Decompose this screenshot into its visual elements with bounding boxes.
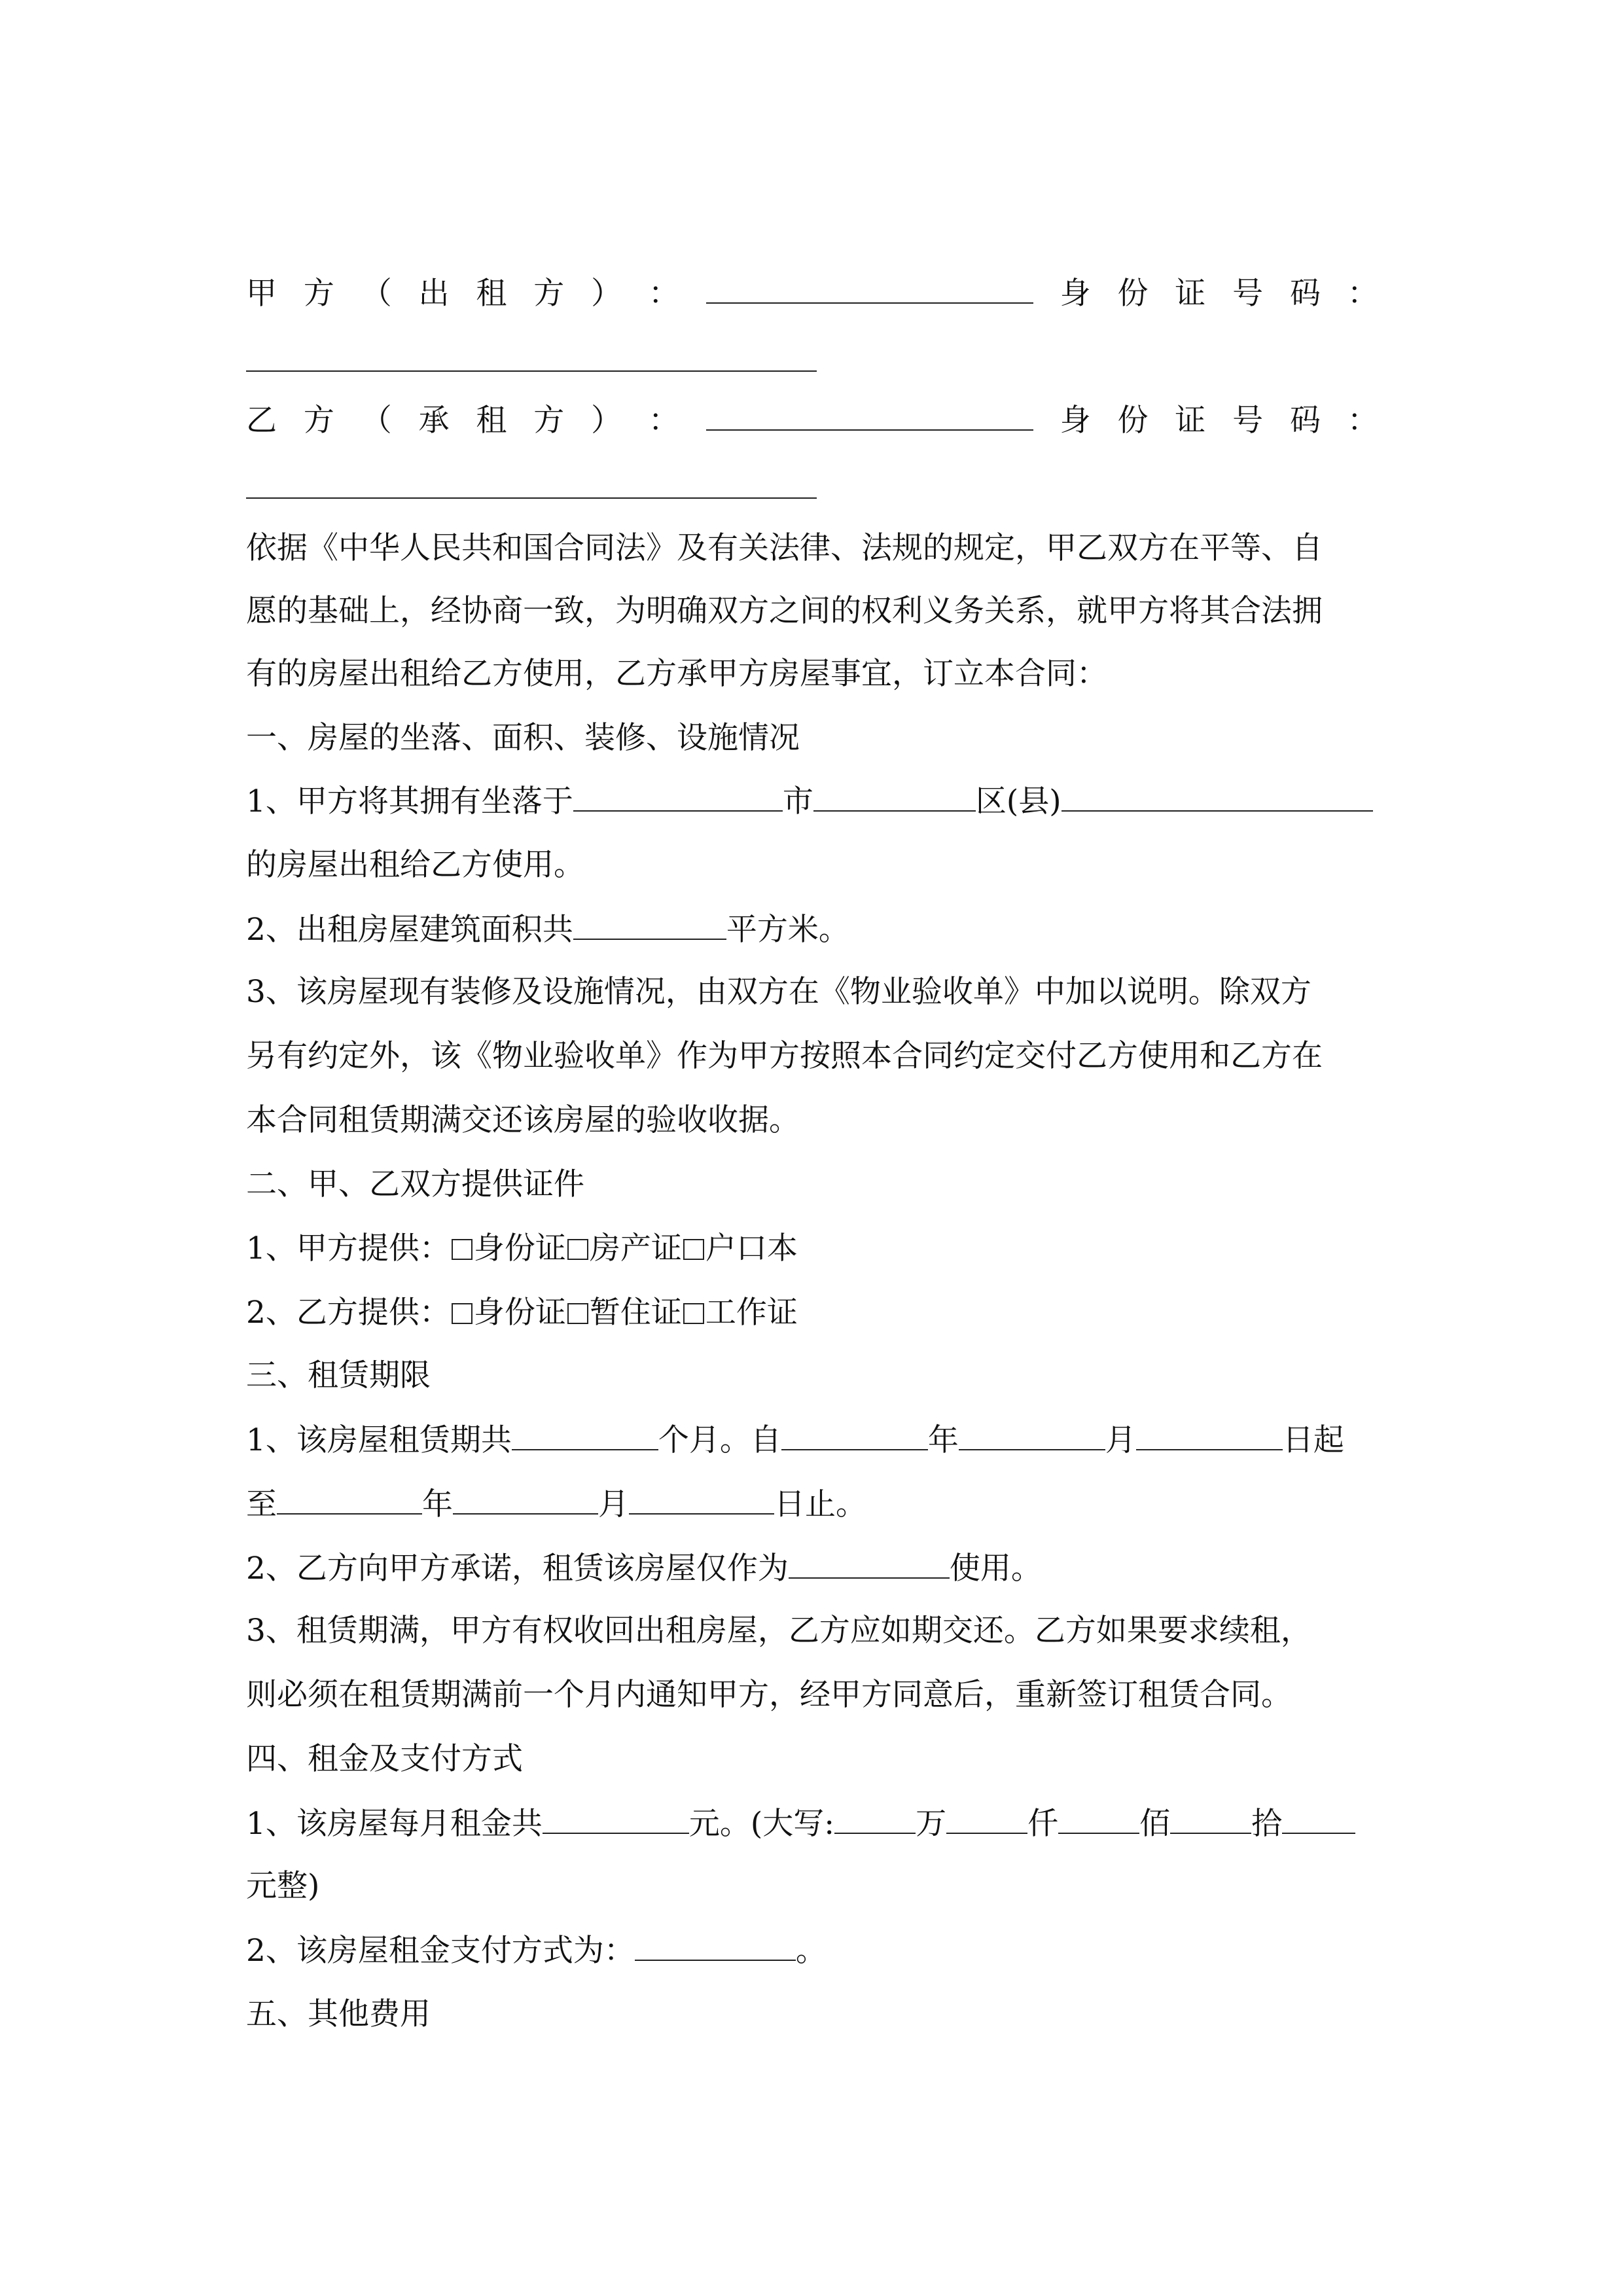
party-b-row [246,401,1378,440]
months-blank[interactable] [512,1420,658,1450]
section-3-title: 三、租赁期限 [246,1357,431,1393]
s3-year-1: 年 [927,1422,959,1458]
intro-line-2: 愿的基础上，经协商一致，为明确双方之间的权利义务关系，就甲方将其合法拥 [246,593,1323,629]
s4-item1-yuan: 元。(大写: [688,1806,835,1842]
start-month-blank[interactable] [959,1420,1105,1450]
party-b-name-blank[interactable] [706,401,1033,431]
party-b-c0: 乙 [246,403,277,439]
s2-item1-prefix: 1、甲方提供： [246,1230,450,1266]
party-a-c4: 租 [476,276,507,312]
party-a-c2: （ [361,276,392,312]
intro-line-1: 依据《中华人民共和国合同法》及有关法律、法规的规定，甲乙双方在平等、自 [246,530,1323,566]
party-b-c5: 方 [533,403,565,439]
s2-opt-b3: 工作证 [705,1295,798,1331]
section-3-item-1-line-2 [246,1484,1378,1524]
section-2-item-2 [246,1293,1378,1333]
party-b-c2: （ [361,403,392,439]
party-b-c1: 方 [303,403,334,439]
s4-shi: 拾 [1251,1806,1283,1842]
work-permit-checkbox[interactable] [683,1303,704,1324]
rent-bai-blank[interactable] [1058,1804,1139,1834]
id-card-checkbox-a[interactable] [452,1239,473,1260]
property-cert-checkbox[interactable] [567,1239,588,1260]
end-year-blank[interactable] [277,1484,422,1515]
party-a-id-c0: 身 [1060,276,1091,312]
party-a-c5: 方 [533,276,565,312]
s1-item2-suffix: 平方米。 [726,912,849,948]
rent-yuan-blank[interactable] [1282,1804,1355,1834]
s1-item2-prefix: 2、出租房屋建筑面积共 [246,912,573,948]
party-b-c7: ： [648,403,679,439]
section-1-item-1 [246,781,1378,821]
s1-item1-city: 市 [782,783,813,819]
s4-item2-suffix: 。 [795,1933,827,1969]
s4-bai: 佰 [1139,1806,1171,1842]
party-b-id-blank[interactable] [246,497,817,499]
section-1-item-2 [246,910,1378,950]
end-day-blank[interactable] [629,1484,774,1515]
rent-qian-blank[interactable] [946,1804,1027,1834]
party-a-c0: 甲 [246,276,277,312]
party-a-id-c4: 码 [1289,276,1321,312]
usage-blank[interactable] [789,1549,950,1579]
s3-to: 至 [246,1486,277,1522]
s1-item1-prefix: 1、甲方将其拥有坐落于 [246,783,573,819]
party-b-id-c5: ： [1347,403,1378,439]
section-3-item-3-line-2: 则必须在租赁期满前一个月内通知甲方，经甲方同意后，重新签订租赁合同。 [246,1677,1292,1713]
party-b-id-c2: 证 [1175,403,1206,439]
s3-item1-months: 个月。自 [658,1422,781,1458]
district-blank[interactable] [813,781,976,812]
party-a-c1: 方 [303,276,334,312]
party-b-c3: 承 [418,403,450,439]
section-1-item-3-line-2: 另有约定外，该《物业验收单》作为甲方按照本合同约定交付乙方使用和乙方在 [246,1038,1323,1074]
party-a-id-c5: ： [1347,276,1378,312]
party-b-id-c0: 身 [1060,403,1091,439]
intro-line-3: 有的房屋出租给乙方使用，乙方承甲方房屋事宜，订立本合同： [246,656,1107,692]
section-5-title: 五、其他费用 [246,1996,431,2032]
residence-permit-checkbox[interactable] [567,1303,588,1324]
s4-item2-prefix: 2、该房屋租金支付方式为： [246,1933,635,1969]
section-1-item-3-line-3: 本合同租赁期满交还该房屋的验收收据。 [246,1102,800,1138]
s4-wan: 万 [916,1806,947,1842]
rent-amount-blank[interactable] [543,1804,689,1834]
section-2-title: 二、甲、乙双方提供证件 [246,1166,584,1202]
party-a-c3: 出 [418,276,450,312]
party-a-id-c1: 份 [1117,276,1149,312]
start-year-blank[interactable] [781,1420,928,1450]
party-a-c6: ） [591,276,622,312]
s3-year-2: 年 [422,1486,453,1522]
s4-qian: 仟 [1027,1806,1059,1842]
s3-item2-suffix: 使用。 [949,1551,1042,1587]
party-b-id-c4: 码 [1289,403,1321,439]
section-4-item-1-line-2: 元整) [246,1868,320,1904]
s2-opt-b2: 暂住证 [589,1295,682,1331]
party-b-c6: ） [591,403,622,439]
party-a-row [246,274,1378,314]
s4-item1-prefix: 1、该房屋每月租金共 [246,1806,543,1842]
party-a-id-blank[interactable] [246,370,817,372]
payment-method-blank[interactable] [635,1931,796,1961]
party-a-c7: ： [648,276,679,312]
id-card-checkbox-b[interactable] [452,1303,473,1324]
section-4-title: 四、租金及支付方式 [246,1741,523,1777]
party-a-name-blank[interactable] [706,274,1033,304]
address-blank[interactable] [1061,781,1373,812]
s2-opt-a1: 身份证 [473,1230,566,1266]
s2-item2-prefix: 2、乙方提供： [246,1295,450,1331]
household-register-checkbox[interactable] [683,1239,704,1260]
s2-opt-a3: 户口本 [705,1230,798,1266]
s2-opt-a2: 房产证 [589,1230,682,1266]
s2-opt-b1: 身份证 [473,1295,566,1331]
party-b-id-c3: 号 [1232,403,1264,439]
section-3-item-1 [246,1420,1378,1460]
section-4-item-1 [246,1804,1378,1844]
party-a-id-c2: 证 [1175,276,1206,312]
area-blank[interactable] [573,910,726,940]
city-blank[interactable] [573,781,783,812]
section-1-item-3-line-1: 3、该房屋现有装修及设施情况，由双方在《物业验收单》中加以说明。除双方 [246,974,1311,1010]
party-b-id-c1: 份 [1117,403,1149,439]
s3-day-start: 日起 [1282,1422,1344,1458]
start-day-blank[interactable] [1136,1420,1283,1450]
section-2-item-1 [246,1229,1378,1268]
s3-item1-prefix: 1、该房屋租赁期共 [246,1422,512,1458]
section-3-item-2 [246,1549,1378,1588]
s3-month-2: 月 [598,1486,629,1522]
party-a-id-c3: 号 [1232,276,1264,312]
rent-shi-blank[interactable] [1170,1804,1251,1834]
s3-day-end: 日止。 [774,1486,866,1522]
section-1-title: 一、房屋的坐落、面积、装修、设施情况 [246,720,800,756]
section-4-item-2 [246,1931,1378,1971]
rent-wan-blank[interactable] [834,1804,916,1834]
s3-item2-prefix: 2、乙方向甲方承诺，租赁该房屋仅作为 [246,1551,789,1587]
end-month-blank[interactable] [453,1484,598,1515]
section-3-item-3-line-1: 3、租赁期满，甲方有权收回出租房屋，乙方应如期交还。乙方如果要求续租， [246,1613,1311,1649]
section-1-item-1-line-2: 的房屋出租给乙方使用。 [246,847,584,883]
s3-month-1: 月 [1105,1422,1136,1458]
party-b-c4: 租 [476,403,507,439]
s1-item1-district: 区(县) [975,783,1061,819]
